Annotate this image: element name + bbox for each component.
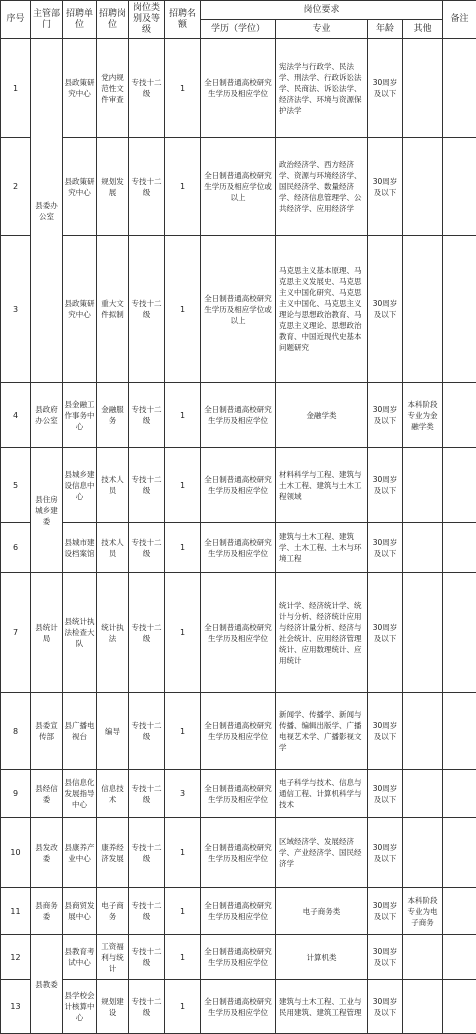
row-unit: 县城市建设档案馆 <box>63 523 97 573</box>
row-unit: 县政策研究中心 <box>63 138 97 236</box>
row-age: 30周岁及以下 <box>368 138 403 236</box>
header-education: 学历（学位） <box>201 20 276 39</box>
row-remark <box>443 693 476 770</box>
row-quota: 1 <box>165 980 201 1034</box>
table-row <box>1 39 476 138</box>
row-age: 30周岁及以下 <box>368 39 403 138</box>
row-dept: 县委办公室 <box>31 39 63 383</box>
row-seq: 12 <box>1 935 31 980</box>
row-education: 全日制普通高校研究生学历及相应学位 <box>201 693 276 770</box>
row-education: 全日制普通高校研究生学历及相应学位 <box>201 935 276 980</box>
row-dept: 县商务委 <box>31 888 63 935</box>
row-remark <box>443 888 476 935</box>
row-category: 专技十二级 <box>129 888 165 935</box>
row-unit: 县康养产业中心 <box>63 818 97 888</box>
row-other: 本科阶段专业为金融学类 <box>403 383 443 448</box>
row-dept: 县住房城乡建委 <box>31 448 63 573</box>
row-other <box>403 448 443 523</box>
row-education: 全日制普通高校研究生学历及相应学位 <box>201 770 276 818</box>
row-major: 电子商务类 <box>276 888 368 935</box>
row-category: 专技十二级 <box>129 236 165 383</box>
row-category: 专技十二级 <box>129 980 165 1034</box>
row-category: 专技十二级 <box>129 138 165 236</box>
row-dept: 县发改委 <box>31 818 63 888</box>
table-row <box>1 693 476 770</box>
row-post: 技术人员 <box>97 523 129 573</box>
row-category: 专技十二级 <box>129 523 165 573</box>
row-category: 专技十二级 <box>129 39 165 138</box>
table-row <box>1 523 476 573</box>
row-remark <box>443 770 476 818</box>
table-row <box>1 888 476 935</box>
row-quota: 1 <box>165 693 201 770</box>
row-other <box>403 935 443 980</box>
row-remark <box>443 138 476 236</box>
row-education: 全日制普通高校研究生学历及相应学位 <box>201 383 276 448</box>
header-major: 专业 <box>276 20 368 39</box>
row-unit: 县信息化发展指导中心 <box>63 770 97 818</box>
row-seq: 13 <box>1 980 31 1034</box>
row-major: 马克思主义基本原理、马克思主义发展史、马克思主义中国化研究、马克思主义中国化、马克思主义理论与思想政治教育、马克思主义理论、思想政治教育、中国近现代史基本问题研究 <box>276 236 368 383</box>
row-education: 全日制普通高校研究生学历及相应学位或以上 <box>201 236 276 383</box>
row-quota: 1 <box>165 818 201 888</box>
table-row <box>1 573 476 693</box>
row-category: 专技十二级 <box>129 935 165 980</box>
row-age: 30周岁及以下 <box>368 236 403 383</box>
row-other <box>403 573 443 693</box>
row-age: 30周岁及以下 <box>368 770 403 818</box>
row-post: 党内规范性文件审查 <box>97 39 129 138</box>
row-age: 30周岁及以下 <box>368 573 403 693</box>
row-other: 本科阶段专业为电子商务 <box>403 888 443 935</box>
row-remark <box>443 935 476 980</box>
row-unit: 县广播电视台 <box>63 693 97 770</box>
row-seq: 8 <box>1 693 31 770</box>
header-seq: 序号 <box>1 1 31 39</box>
header-row-1 <box>1 1 476 20</box>
row-major: 计算机类 <box>276 935 368 980</box>
row-age: 30周岁及以下 <box>368 818 403 888</box>
row-dept: 县委宣传部 <box>31 693 63 770</box>
row-remark <box>443 236 476 383</box>
row-seq: 1 <box>1 39 31 138</box>
row-quota: 1 <box>165 236 201 383</box>
row-major: 材料科学与工程、建筑与土木工程、建筑与土木工程领域 <box>276 448 368 523</box>
row-dept: 县统计局 <box>31 573 63 693</box>
row-category: 专技十二级 <box>129 573 165 693</box>
header-quota: 招聘名额 <box>165 1 201 39</box>
row-remark <box>443 39 476 138</box>
row-quota: 3 <box>165 770 201 818</box>
row-major: 宪法学与行政学、民法学、刑法学、行政诉讼法学、民商法、诉讼法学、经济法学、环境与资源保护法学 <box>276 39 368 138</box>
header-dept: 主管部门 <box>31 1 63 39</box>
row-quota: 1 <box>165 138 201 236</box>
header-remark: 备注 <box>443 1 476 39</box>
row-seq: 2 <box>1 138 31 236</box>
row-major: 金融学类 <box>276 383 368 448</box>
row-education: 全日制普通高校研究生学历及相应学位 <box>201 448 276 523</box>
row-quota: 1 <box>165 383 201 448</box>
row-seq: 6 <box>1 523 31 573</box>
row-quota: 1 <box>165 39 201 138</box>
row-major: 区域经济学、发展经济学、产业经济学、国民经济学 <box>276 818 368 888</box>
table-row <box>1 236 476 383</box>
row-other <box>403 770 443 818</box>
row-category: 专技十二级 <box>129 448 165 523</box>
table-row <box>1 138 476 236</box>
table-row <box>1 383 476 448</box>
header-post: 招聘岗位 <box>97 1 129 39</box>
row-other <box>403 693 443 770</box>
row-education: 全日制普通高校研究生学历及相应学位 <box>201 523 276 573</box>
header-other: 其他 <box>403 20 443 39</box>
row-remark <box>443 818 476 888</box>
row-post: 重大文件拟制 <box>97 236 129 383</box>
row-post: 技术人员 <box>97 448 129 523</box>
row-age: 30周岁及以下 <box>368 888 403 935</box>
row-category: 专技十二级 <box>129 383 165 448</box>
row-major: 政治经济学、西方经济学、资源与环境经济学、国民经济学、数量经济学、经济信息管理学、公共经济学、应用经济学 <box>276 138 368 236</box>
row-age: 30周岁及以下 <box>368 693 403 770</box>
row-education: 全日制普通高校研究生学历及相应学位 <box>201 818 276 888</box>
row-seq: 9 <box>1 770 31 818</box>
row-unit: 县城乡建设信息中心 <box>63 448 97 523</box>
row-quota: 1 <box>165 523 201 573</box>
row-age: 30周岁及以下 <box>368 383 403 448</box>
row-unit: 县政策研究中心 <box>63 39 97 138</box>
row-education: 全日制普通高校研究生学历及相应学位 <box>201 980 276 1034</box>
row-dept: 县政府办公室 <box>31 383 63 448</box>
row-quota: 1 <box>165 935 201 980</box>
row-education: 全日制普通高校研究生学历及相应学位 <box>201 573 276 693</box>
row-seq: 5 <box>1 448 31 523</box>
header-requirements: 岗位要求 <box>201 1 443 20</box>
row-unit: 县政策研究中心 <box>63 236 97 383</box>
row-other <box>403 523 443 573</box>
row-major: 电子科学与技术、信息与通信工程、计算机科学与技术 <box>276 770 368 818</box>
row-remark <box>443 980 476 1034</box>
row-post: 信息技术 <box>97 770 129 818</box>
row-post: 规划发展 <box>97 138 129 236</box>
header-category: 岗位类别及等级 <box>129 1 165 39</box>
row-post: 工资福利与统计 <box>97 935 129 980</box>
row-remark <box>443 448 476 523</box>
row-unit: 县商贸发展中心 <box>63 888 97 935</box>
row-remark <box>443 523 476 573</box>
row-major: 新闻学、传播学、新闻与传播、编辑出版学、广播电视艺术学、广播影视文学 <box>276 693 368 770</box>
row-major: 建筑与土木工程、工业与民用建筑、建筑工程管理 <box>276 980 368 1034</box>
row-unit: 县统计执法检查大队 <box>63 573 97 693</box>
row-major: 统计学、经济统计学、统计与分析、经济统计应用与经济计量分析、经济与社会统计、应用经济管理统计、应用数理统计、应用统计 <box>276 573 368 693</box>
row-education: 全日制普通高校研究生学历及相应学位 <box>201 888 276 935</box>
header-unit: 招聘单位 <box>63 1 97 39</box>
row-category: 专技十二级 <box>129 818 165 888</box>
row-major: 建筑与土木工程、建筑学、土木工程、土木与环境工程 <box>276 523 368 573</box>
row-category: 专技十二级 <box>129 693 165 770</box>
row-unit: 县学校会计核算中心 <box>63 980 97 1034</box>
row-seq: 11 <box>1 888 31 935</box>
row-other <box>403 138 443 236</box>
header-age: 年龄 <box>368 20 403 39</box>
row-post: 统计执法 <box>97 573 129 693</box>
row-age: 30周岁及以下 <box>368 980 403 1034</box>
row-education: 全日制普通高校研究生学历及相应学位或以上 <box>201 138 276 236</box>
row-education: 全日制普通高校研究生学历及相应学位 <box>201 39 276 138</box>
row-dept: 县经信委 <box>31 770 63 818</box>
row-post: 金融服务 <box>97 383 129 448</box>
table-row <box>1 448 476 523</box>
row-unit: 县金融工作事务中心 <box>63 383 97 448</box>
table-row <box>1 770 476 818</box>
row-remark <box>443 383 476 448</box>
table-row <box>1 980 476 1034</box>
row-age: 30周岁及以下 <box>368 523 403 573</box>
row-seq: 4 <box>1 383 31 448</box>
row-quota: 1 <box>165 448 201 523</box>
row-category: 专技十二级 <box>129 770 165 818</box>
row-remark <box>443 573 476 693</box>
row-age: 30周岁及以下 <box>368 448 403 523</box>
row-post: 电子商务 <box>97 888 129 935</box>
row-seq: 3 <box>1 236 31 383</box>
row-other <box>403 236 443 383</box>
row-other <box>403 39 443 138</box>
row-other <box>403 818 443 888</box>
row-post: 规划建设 <box>97 980 129 1034</box>
table-row <box>1 818 476 888</box>
row-post: 编导 <box>97 693 129 770</box>
row-dept: 县教委 <box>31 935 63 1034</box>
row-post: 康养经济发展 <box>97 818 129 888</box>
row-other <box>403 980 443 1034</box>
row-quota: 1 <box>165 888 201 935</box>
table-row <box>1 935 476 980</box>
row-seq: 10 <box>1 818 31 888</box>
row-quota: 1 <box>165 573 201 693</box>
row-seq: 7 <box>1 573 31 693</box>
row-age: 30周岁及以下 <box>368 935 403 980</box>
row-unit: 县教育考试中心 <box>63 935 97 980</box>
